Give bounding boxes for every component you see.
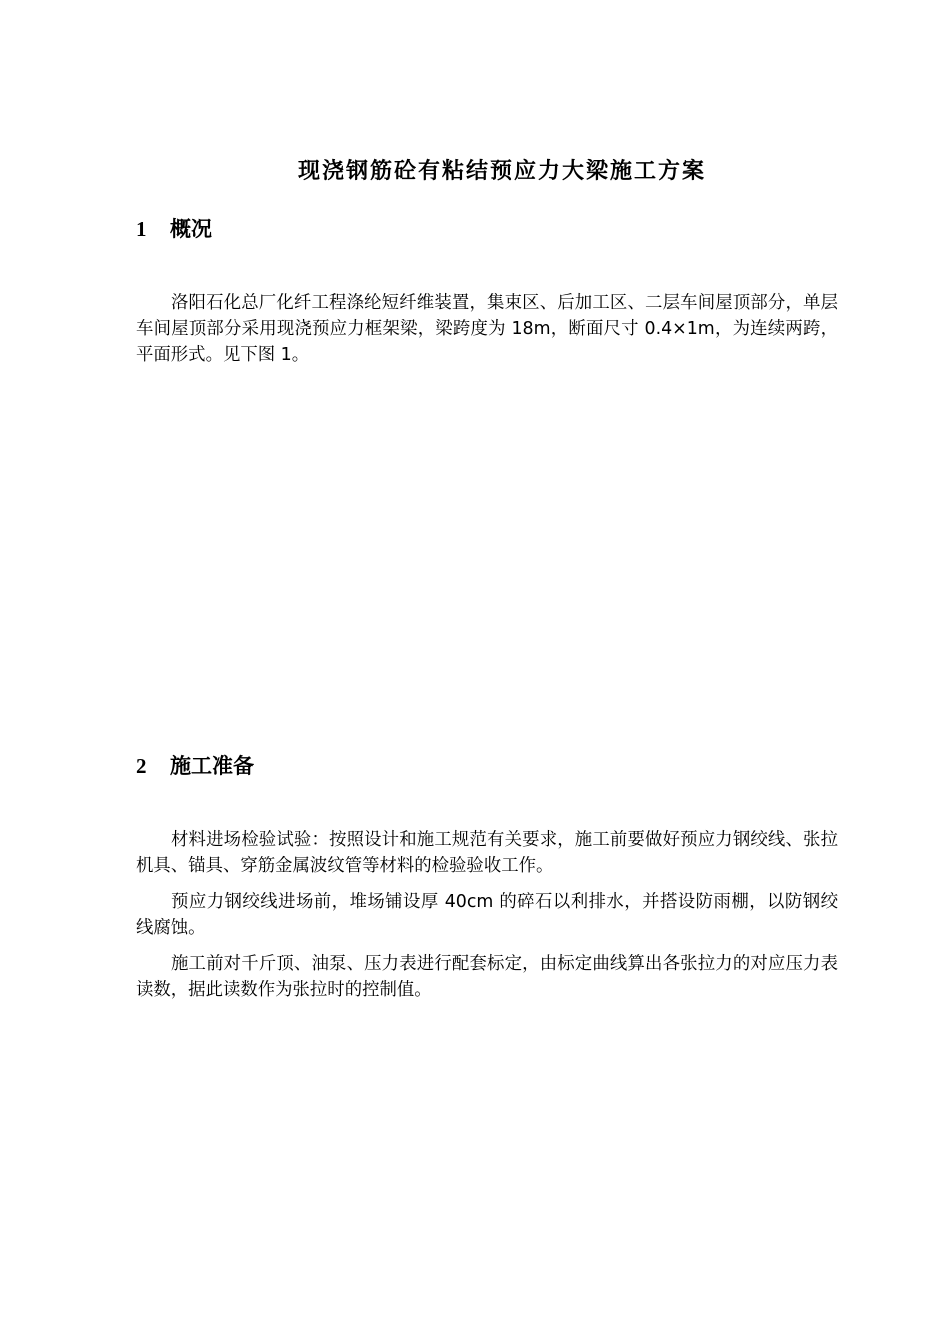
section-heading-preparation xyxy=(136,751,254,781)
document-title: 现浇钢筋砼有粘结预应力大梁施工方案 xyxy=(297,158,706,184)
preparation-paragraph-calibration: 施工前对千斤顶、油泵、压力表进行配套标定，由标定曲线算出各张拉力的对应压力表读数，据此读数作为张拉时的控制值。 xyxy=(136,954,838,1000)
section-number: 1 xyxy=(136,217,147,241)
overview-paragraph: 洛阳石化总厂化纤工程涤纶短纤维装置，集束区、后加工区、二层车间屋顶部分，单层车间屋顶部分采用现浇预应力框架梁，梁跨度为 18m，断面尺寸 0.4×1m，为连续两跨，平面形式。见下图 1。 xyxy=(136,293,838,365)
section-heading-text: 概况 xyxy=(170,217,212,241)
section-heading-overview xyxy=(136,214,212,244)
preparation-paragraph-materials: 材料进场检验试验：按照设计和施工规范有关要求，施工前要做好预应力钢绞线、张拉机具、锚具、穿筋金属波纹管等材料的检验验收工作。 xyxy=(136,830,838,876)
section-number: 2 xyxy=(136,754,147,778)
section-heading-text: 施工准备 xyxy=(170,754,254,778)
preparation-paragraph-storage: 预应力钢绞线进场前，堆场铺设厚 40cm 的碎石以利排水，并搭设防雨棚，以防钢绞线腐蚀。 xyxy=(136,892,838,938)
